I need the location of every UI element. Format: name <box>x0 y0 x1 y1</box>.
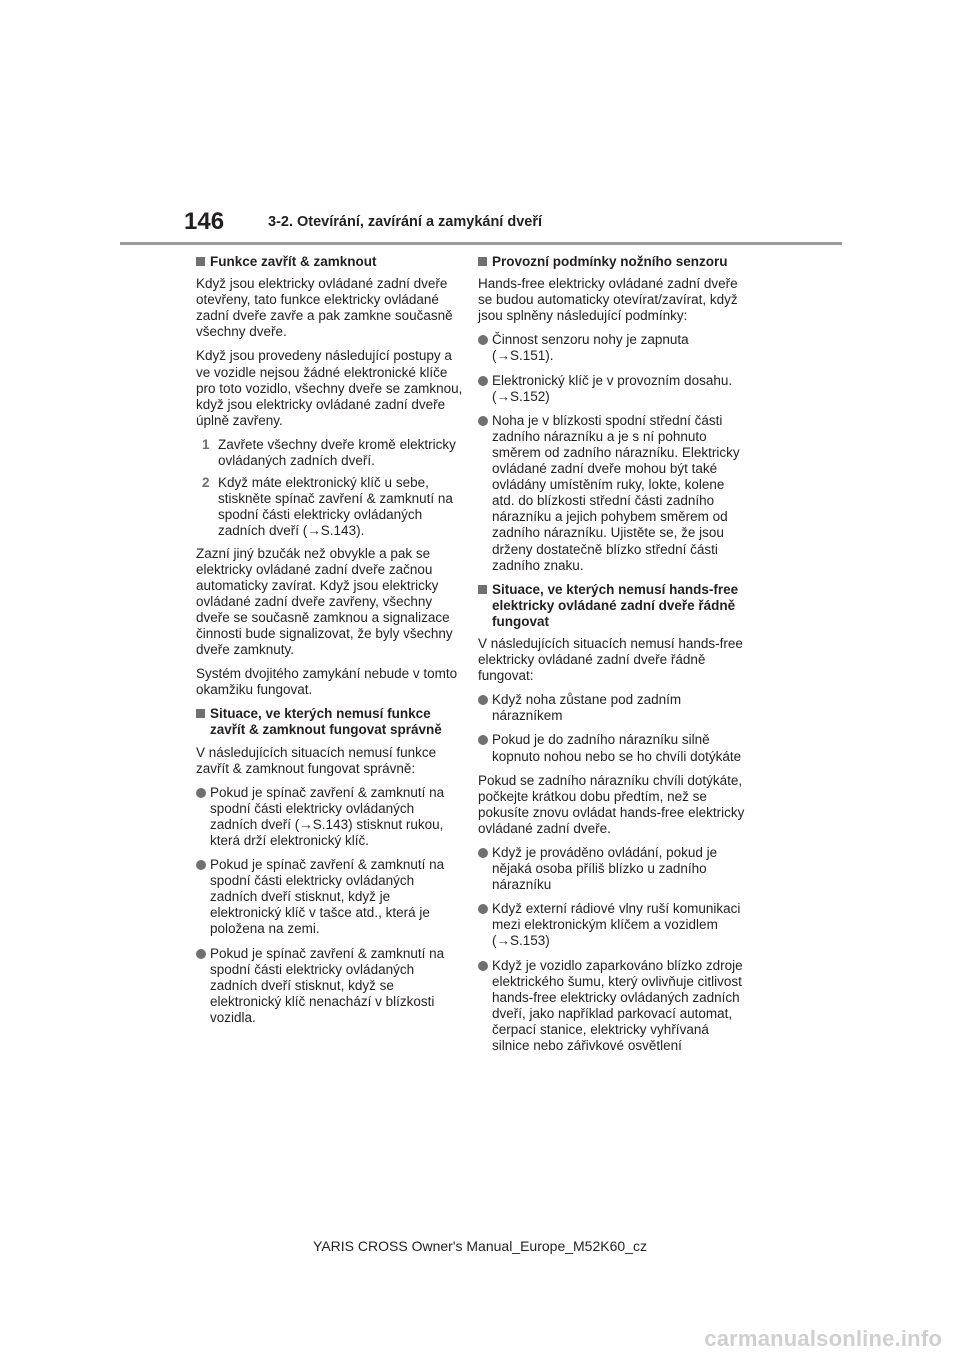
list-item <box>196 946 464 1026</box>
paragraph: Když jsou provedeny následující postupy a ve vozidle nejsou žádné elektronické klíče pro toto vozidlo, všechny dveře se zamknou, když jsou elektricky ovládané zadní dveře úplně zavřeny. <box>196 348 463 428</box>
step-item <box>196 475 464 539</box>
circle-bullet-icon <box>478 735 488 745</box>
list-item-text: Když je vozidlo zaparkováno blízko zdroje elektrického šumu, který ovlivňuje citlivost hands-free elektricky ovládaných zadních dveří, jako například parkovací automat, čerpací stanice, elektricky vyhřívaná silnice nebo zářivkové osvětlení <box>492 957 743 1054</box>
step-item <box>196 437 464 469</box>
subheading-text: Situace, ve kterých nemusí funkce zavřít & zamknout fungovat správně <box>210 706 442 738</box>
page-number: 146 <box>184 208 225 235</box>
square-bullet-icon <box>196 709 205 718</box>
circle-bullet-icon <box>478 848 488 858</box>
paragraph: Když jsou elektricky ovládané zadní dveře otevřeny, tato funkce elektricky ovládané zadní dveře zavře a pak zamkne současně všechny dveře. <box>196 276 453 340</box>
watermark-text: carmanualsonline.info <box>704 1326 942 1351</box>
circle-bullet-icon <box>478 335 488 345</box>
subheading-hands-free-situations <box>478 582 746 630</box>
paragraph: Systém dvojitého zamykání nebude v tomto okamžiku fungovat. <box>196 666 458 698</box>
paragraph: V následujících situacích nemusí hands-free elektricky ovládané zadní dveře řádně fungovat: <box>478 635 743 684</box>
list-item <box>478 901 746 949</box>
list-item-text: Pokud je spínač zavření & zamknutí na spodní části elektricky ovládaných zadních dveří (→S.143) stisknut rukou, která drží elektronický klíč. <box>210 784 445 848</box>
list-item <box>478 373 746 405</box>
step-text: Když máte elektronický klíč u sebe, stiskněte spínač zavření & zamknutí na spodní části elektricky ovládaných zadních dveří (→S.143). <box>218 475 453 539</box>
square-bullet-icon <box>478 585 487 594</box>
right-column <box>478 254 746 1062</box>
list-item <box>478 332 746 364</box>
list-item <box>478 958 746 1055</box>
step-text: Zavřete všechny dveře kromě elektricky ovládaných zadních dveří. <box>218 436 456 469</box>
subheading-text: Situace, ve kterých nemusí hands-free elektricky ovládané zadní dveře řádně fungovat <box>492 581 739 629</box>
page-footer: YARIS CROSS Owner's Manual_Europe_M52K60_cz <box>313 1238 647 1254</box>
circle-bullet-icon <box>478 961 488 971</box>
paragraph: V následujících situacích nemusí funkce zavřít & zamknout fungovat správně: <box>196 744 437 776</box>
subheading-operating-conditions <box>478 254 746 270</box>
square-bullet-icon <box>196 257 205 266</box>
list-item <box>478 413 746 574</box>
left-column <box>196 254 464 1034</box>
list-item-text: Když je prováděno ovládání, pokud je nějaká osoba příliš blízko u zadního nárazníku <box>492 845 718 893</box>
paragraph: Pokud se zadního nárazníku chvíli dotýkáte, počkejte krátkou dobu předtím, než se pokusíte znovu ovládat hands-free elektricky ovládané zadní dveře. <box>478 772 745 836</box>
subheading-close-lock <box>196 254 464 270</box>
list-item-text: Když noha zůstane pod zadním nárazníkem <box>492 692 682 724</box>
list-item <box>478 732 746 764</box>
list-item-text: Pokud je do zadního nárazníku silně kopnuto nohou nebo se ho chvíli dotýkáte <box>492 732 742 764</box>
list-item <box>478 845 746 893</box>
list-item-text: Činnost senzoru nohy je zapnuta (→S.151). <box>492 332 689 364</box>
circle-bullet-icon <box>478 416 488 426</box>
step-number: 2 <box>202 475 210 491</box>
list-item-text: Pokud je spínač zavření & zamknutí na spodní části elektricky ovládaných zadních dveří stisknut, když se elektronický klíč nenachází v blízkosti vozidla. <box>210 945 445 1025</box>
subheading-text: Funkce zavřít & zamknout <box>210 254 377 269</box>
paragraph: Zazní jiný bzučák než obvykle a pak se elektricky ovládané zadní dveře začnou automaticky zavírat. Když jsou elektricky ovládané zadní dveře zavřeny, všechny dveře se současně zamknou a signalizace činnosti bude signalizovat, že byly všechny dveře zamknuty. <box>196 545 453 658</box>
list-item-text: Když externí rádiové vlny ruší komunikaci mezi elektronickým klíčem a vozidlem (→S.153) <box>492 901 741 949</box>
circle-bullet-icon <box>196 949 206 959</box>
circle-bullet-icon <box>196 860 206 870</box>
section-title: 3-2. Otevírání, zavírání a zamykání dveří <box>268 214 543 230</box>
list-item <box>196 857 464 937</box>
subheading-situations <box>196 706 464 738</box>
list-item-text: Noha je v blízkosti spodní střední části zadního nárazníku a je s ní pohnuto směrem od zadního nárazníku. Elektricky ovládané zadní dveře mohou být také ovládány umístěním ruky, lokte, kolene atd. do blízkosti střední části zadního nárazníku a jejich pohybem směrem od zadního nárazníku. Ujistěte se, že jsou drženy dostatečně blízko střední části zadního znaku. <box>492 412 740 573</box>
square-bullet-icon <box>478 257 487 266</box>
step-number: 1 <box>202 436 210 452</box>
list-item <box>478 692 746 724</box>
list-item <box>196 785 464 849</box>
subheading-text: Provozní podmínky nožního senzoru <box>492 254 728 269</box>
list-item-text: Elektronický klíč je v provozním dosahu. (→S.152) <box>492 372 733 404</box>
header-divider <box>120 242 842 245</box>
circle-bullet-icon <box>478 695 488 705</box>
circle-bullet-icon <box>478 904 488 914</box>
circle-bullet-icon <box>196 788 206 798</box>
paragraph: Hands-free elektricky ovládané zadní dveře se budou automaticky otevírat/zavírat, když jsou splněny následující podmínky: <box>478 276 738 324</box>
circle-bullet-icon <box>478 376 488 386</box>
list-item-text: Pokud je spínač zavření & zamknutí na spodní části elektricky ovládaných zadních dveří stisknut, když je elektronický klíč v tašce atd., která je položena na zemi. <box>210 857 445 937</box>
